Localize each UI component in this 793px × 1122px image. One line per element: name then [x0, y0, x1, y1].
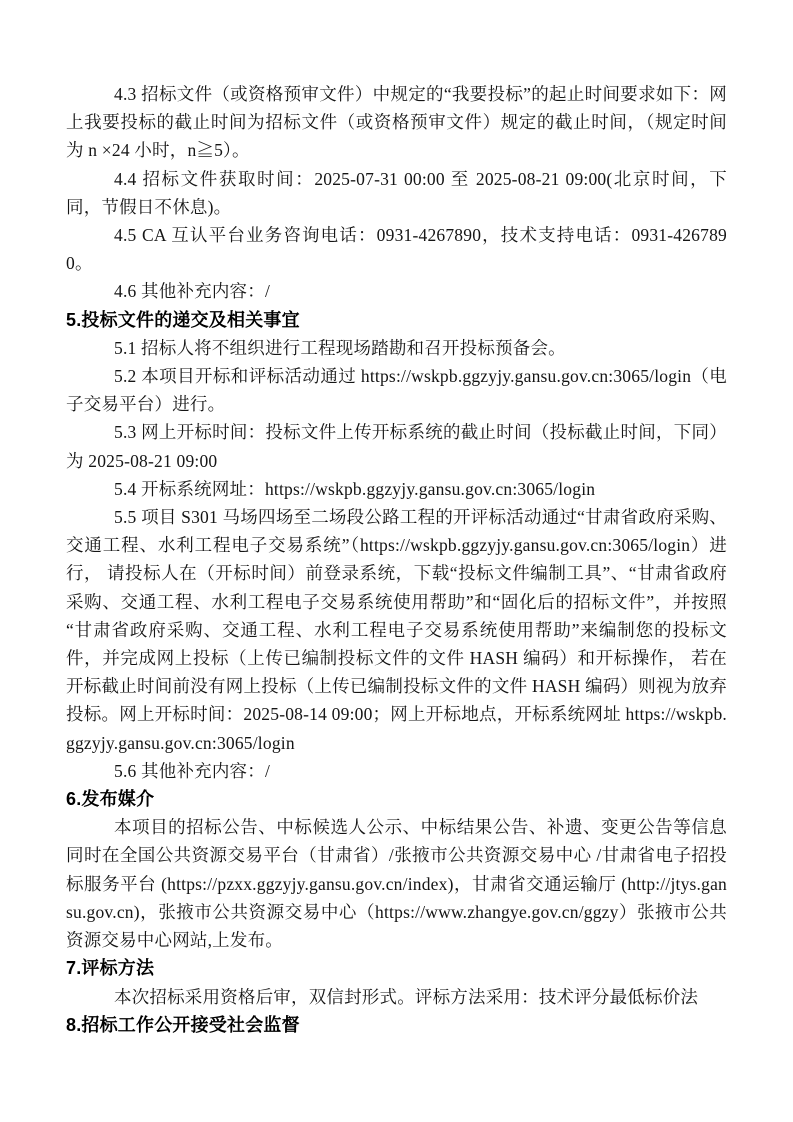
clause-5-4: 5.4 开标系统网址：https://wskpb.ggzyjy.gansu.gov.cn:3065/login — [114, 478, 596, 499]
clause-4-3: 4.3 招标文件（或资格预审文件）中规定的“我要投标”的起止时间要求如下：网上我要投标的截止时间为招标文件（或资格预审文件）规定的截止时间，（规定时间为 n ×24 小时，n≧5）。 — [66, 84, 727, 161]
clause-4-4: 4.4 招标文件获取时间：2025-07-31 00:00 至 2025-08-21 09:00(北京时间，下同，节假日不休息)。 — [66, 168, 727, 217]
section-7-heading: 7.评标方法 — [66, 958, 155, 979]
section-5-heading: 5.投标文件的递交及相关事宜 — [66, 309, 300, 330]
section-8-heading: 8.招标工作公开接受社会监督 — [66, 1014, 300, 1035]
clause-5-2: 5.2 本项目开标和评标活动通过 https://wskpb.ggzyjy.gansu.gov.cn:3065/login（电子交易平台）进行。 — [66, 366, 727, 415]
clause-5-1: 5.1 招标人将不组织进行工程现场踏勘和召开投标预备会。 — [114, 337, 566, 358]
clause-4-5: 4.5 CA 互认平台业务咨询电话：0931-4267890，技术支持电话：0931-4267890。 — [66, 225, 727, 274]
section-7-body: 本次招标采用资格后审，双信封形式。评标方法采用：技术评分最低标价法 — [114, 986, 699, 1007]
section-6-body: 本项目的招标公告、中标候选人公示、中标结果公告、补遗、变更公告等信息同时在全国公共资源交易平台（甘肃省）/张掖市公共资源交易中心 /甘肃省电子招投标服务平台 (https://pzxx.ggzyjy.gansu.gov.cn/index)，甘肃省交通运输厅 (http://jtys.gansu.gov.cn)，张掖市公共资源交易中心（https://www.zhangye.gov.cn/ggzy）张掖市公共资源交易中心网站,上发布。 — [66, 817, 727, 951]
clause-5-6: 5.6 其他补充内容：/ — [114, 760, 271, 781]
clause-4-6: 4.6 其他补充内容：/ — [114, 281, 271, 302]
clause-5-3: 5.3 网上开标时间：投标文件上传开标系统的截止时间（投标截止时间，下同）为 2025-08-21 09:00 — [66, 422, 727, 471]
clause-5-5: 5.5 项目 S301 马场四场至二场段公路工程的开评标活动通过“甘肃省政府采购、交通工程、水利工程电子交易系统”（https://wskpb.ggzyjy.gansu.gov.cn:3065/login）进行， 请投标人在（开标时间）前登录系统，下载“投标文件编制工具”、“甘肃省政府采购、交通工程、水利工程电子交易系统使用帮助”和“固化后的招标文件”，并按照“甘肃省政府采购、交通工程、水利工程电子交易系统使用帮助”来编制您的投标文件，并完成网上投标（上传已编制投标文件的文件 HASH 编码）和开标操作， 若在开标截止时间前没有网上投标（上传已编制投标文件的文件 HASH 编码）则视为放弃投标。网上开标时间：2025-08-14 09:00；网上开标地点，开标系统网址 https://wskpb.ggzyjy.gansu.gov.cn:3065/login — [66, 507, 727, 753]
section-6-heading: 6.发布媒介 — [66, 789, 155, 810]
